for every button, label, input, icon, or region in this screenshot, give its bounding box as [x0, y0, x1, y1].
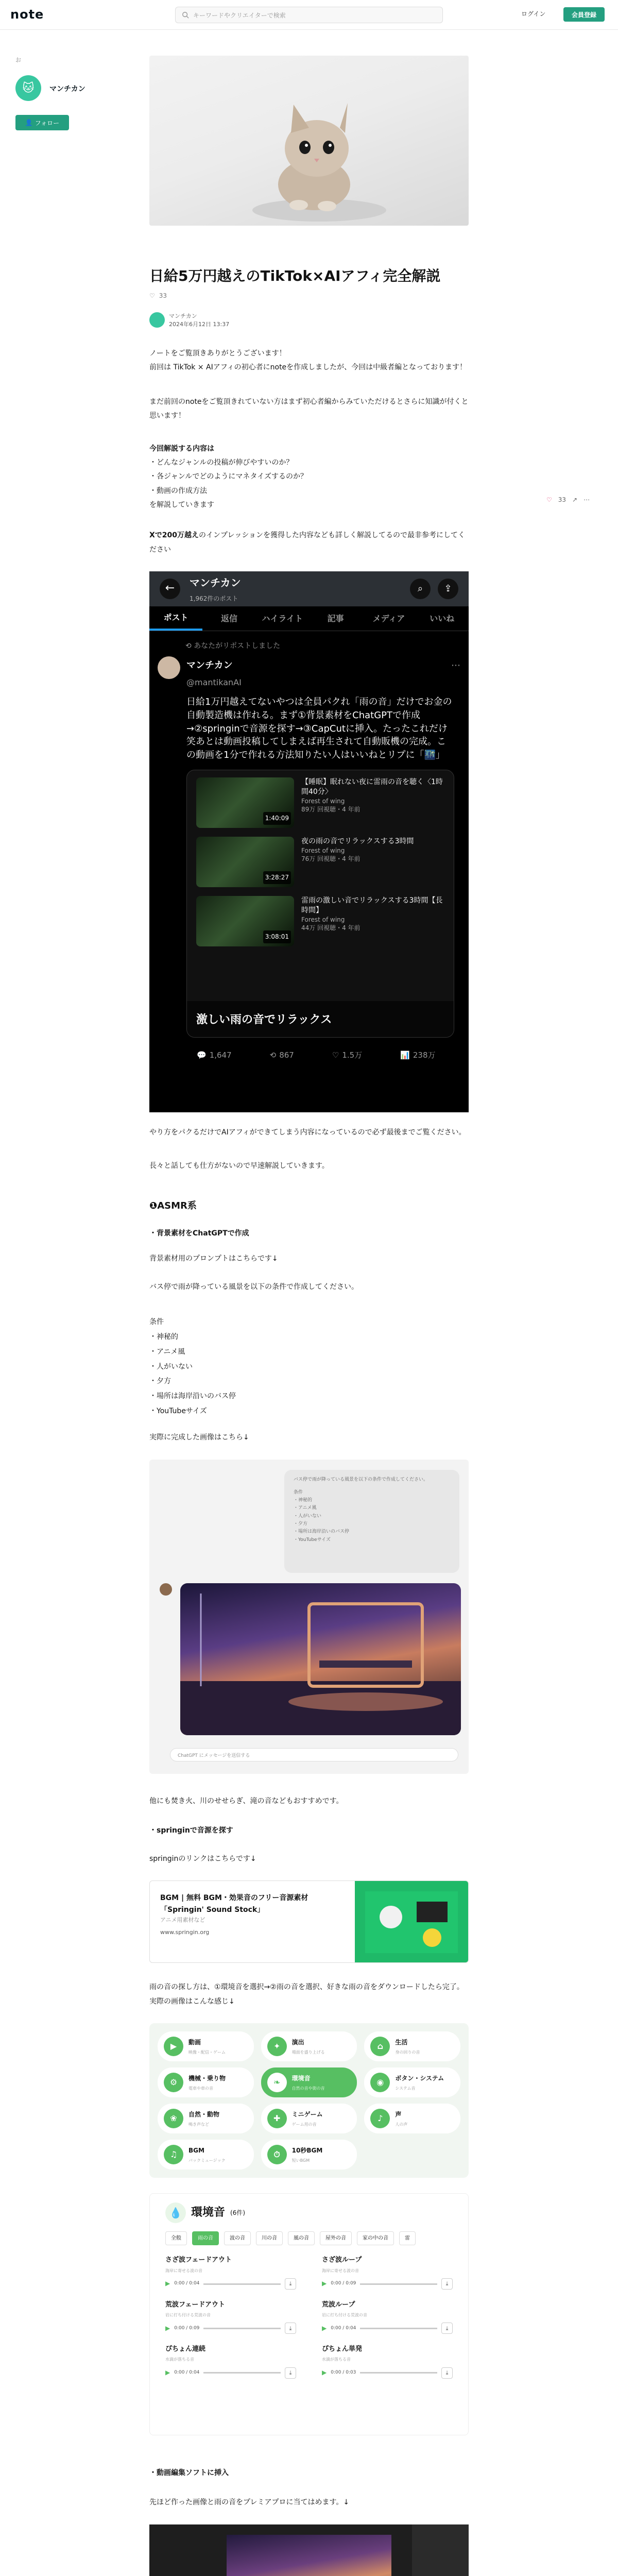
- more-icon[interactable]: ⋯: [451, 660, 460, 671]
- play-icon[interactable]: ▶: [165, 2280, 170, 2287]
- author-name[interactable]: マンチカン: [169, 312, 197, 319]
- ambient-count: (6件): [230, 2209, 246, 2216]
- chatgpt-screenshot: [149, 1460, 469, 1774]
- intro-line-2: 前回は TikTok × AIアフィの初心者にnoteを作成しましたが、今回は中級者編となっております！: [149, 363, 467, 371]
- video-edit-text: 先ほど作った画像と雨の音をプレミアプロに当てはめます。↓: [149, 2498, 350, 2507]
- more-icon[interactable]: ⋯: [583, 496, 590, 503]
- list-item[interactable]: [187, 829, 454, 889]
- post-date: 2024年6月12日 13:37: [169, 320, 230, 328]
- link-card-title: BGM | 無料 BGM・効果音のフリー音源素材「Springin' Sound Stock」: [160, 1894, 308, 1914]
- category-label: 自然・動物: [188, 2110, 220, 2118]
- category-ambient[interactable]: [261, 2067, 357, 2097]
- list-item[interactable]: [187, 889, 454, 948]
- chat-line: ・人がいない: [294, 1513, 322, 1519]
- paw-icon: ❀: [164, 2109, 183, 2128]
- other-sounds-text: 他にも焚き火、川のせせらぎ、滝の音などもおすすめです。: [149, 1797, 344, 1805]
- category-nature[interactable]: [158, 2104, 254, 2133]
- signup-button[interactable]: 会員登録: [563, 7, 605, 22]
- chat-input[interactable]: ChatGPT にメッセージを送信する: [170, 1748, 458, 1761]
- rain-steps: [149, 1980, 469, 2009]
- repost-count: 867: [279, 1050, 294, 1060]
- track-sub: 海岸に寄せる波の音: [165, 2268, 202, 2273]
- upload-icon[interactable]: ⇪: [438, 579, 458, 599]
- view-count: 238万: [413, 1050, 436, 1060]
- category-label: BGM: [188, 2146, 204, 2154]
- track-time: 0:00 / 0:09: [174, 2325, 200, 2331]
- video-card[interactable]: [186, 770, 454, 1038]
- category-10sec-bgm[interactable]: [261, 2140, 357, 2170]
- filter-chip[interactable]: 全般: [165, 2231, 187, 2246]
- music-icon: ♫: [164, 2145, 183, 2164]
- track-name: ぴちょん単発: [322, 2345, 363, 2353]
- track-sub: 岩に打ち付ける荒波の音: [165, 2313, 211, 2318]
- intro-paragraph-2: まだ前回のnoteをご覧頂きれていない方はまず初心者編からみていただけるとさらに知識が付くと思います！: [149, 398, 469, 420]
- category-label: 生活: [395, 2038, 408, 2046]
- repost-notice: [158, 639, 460, 653]
- tab-posts[interactable]: ポスト: [149, 606, 202, 631]
- tweet-screenshot: [149, 571, 469, 1112]
- search-icon: [182, 11, 189, 19]
- reply-count: 1,647: [209, 1050, 232, 1060]
- category-effect[interactable]: [261, 2031, 357, 2061]
- track-name: 荒波ループ: [322, 2300, 355, 2309]
- author-sidebar: [15, 56, 129, 127]
- gear-icon: ⚙: [164, 2073, 183, 2092]
- video-thumbnail: [196, 896, 294, 946]
- tab-articles[interactable]: 記事: [327, 613, 344, 623]
- chat-user-bubble: [284, 1470, 459, 1573]
- video-channel: Forest of wing: [301, 797, 345, 805]
- chart-icon: 📊: [400, 1050, 410, 1060]
- video-duration: 3:08:01: [263, 930, 291, 943]
- actual-image-text: 実際に完成した画像はこちら↓: [149, 1433, 249, 1442]
- kitten-illustration: [149, 56, 469, 226]
- login-link[interactable]: ログイン: [521, 10, 546, 18]
- category-label: ボタン・システム: [395, 2074, 444, 2082]
- category-sub: ゲーム用の音: [291, 2122, 317, 2127]
- list-item: [322, 2343, 453, 2379]
- tweet-handle[interactable]: @mantikanAI: [186, 677, 242, 688]
- bg-prompt-text: バス停で雨が降っている風景を以下の条件で作成してください。: [149, 1283, 358, 1292]
- subsection-video-edit: ・動画編集ソフトに挿入: [149, 2469, 229, 2478]
- heart-icon[interactable]: ♡: [149, 292, 155, 299]
- link-card-desc: アニメ用素材など: [160, 1917, 205, 1924]
- list-item: [165, 2298, 296, 2334]
- springin-link-text: springinのリンクはこちらです↓: [149, 1855, 256, 1863]
- track-time: 0:00 / 0:09: [331, 2281, 356, 2286]
- track-progress[interactable]: [203, 2328, 281, 2329]
- category-label: 環境音: [291, 2074, 311, 2082]
- track-sub: 海岸に寄せる波の音: [322, 2268, 359, 2273]
- track-time: 0:00 / 0:04: [174, 2369, 200, 2375]
- repost-text: あなたがリポストしました: [194, 641, 281, 650]
- article: [149, 56, 469, 2576]
- like-count: 33: [159, 292, 167, 299]
- chat-line: ・場所は海岸沿いのバス停: [294, 1529, 350, 1535]
- download-icon[interactable]: ⤓: [441, 2278, 453, 2290]
- section-heading-asmr: ❶ASMR系: [149, 1200, 197, 1212]
- tweet-actions: [197, 1048, 460, 1063]
- rain-steps-text: 雨の音の探し方は、①環境音を選択→②雨の音を選択、好きな雨の音をダウンロードしたら完了。: [149, 1983, 464, 1992]
- conditions-list: [149, 1315, 469, 1418]
- sparkle-icon: ✦: [267, 2037, 287, 2056]
- download-icon[interactable]: ⤓: [285, 2323, 296, 2334]
- category-label: ミニゲーム: [291, 2110, 323, 2118]
- x-line-bold: Xで200万越え: [149, 531, 199, 540]
- video-views: 44万 回視聴・4 年前: [301, 924, 360, 932]
- explain-item: ・動画の作成方法: [149, 486, 207, 495]
- long-intro-text: 長々と話しても仕方がないので早速解説していきます。: [149, 1162, 329, 1171]
- track-time: 0:00 / 0:04: [331, 2325, 356, 2331]
- repost-button[interactable]: [270, 1048, 294, 1063]
- chat-line: ・夕方: [294, 1521, 308, 1527]
- post-count: 1,962件のポスト: [190, 595, 238, 602]
- like-button[interactable]: [332, 1048, 362, 1063]
- conditions-title: 条件: [149, 1318, 164, 1327]
- category-machine[interactable]: [158, 2067, 254, 2097]
- chat-line: ・YouTubeサイズ: [294, 1537, 331, 1543]
- intro-line-1: ノートをご覧頂きありがとうございます！: [149, 349, 286, 358]
- category-sub: 人の声: [395, 2122, 408, 2127]
- chat-line: ・アニメ風: [294, 1505, 317, 1511]
- list-item[interactable]: [187, 770, 454, 829]
- floating-like-bar: [546, 496, 590, 503]
- rain-image-text: 実際の画像はこんな感じ↓: [149, 1997, 235, 2006]
- category-sub: 場面を盛り上げる: [291, 2049, 325, 2055]
- list-item: [322, 2253, 453, 2290]
- track-time: 0:00 / 0:03: [331, 2369, 356, 2375]
- repost-icon: ⟲: [269, 1050, 277, 1060]
- category-sub: システム音: [395, 2086, 416, 2091]
- explain-end: を解説していきます: [149, 500, 214, 509]
- tab-replies[interactable]: 返信: [220, 613, 237, 623]
- video-views: 76万 回視聴・4 年前: [301, 855, 360, 863]
- generated-bus-stop-image: [180, 1583, 461, 1735]
- back-arrow-icon[interactable]: ←: [160, 579, 180, 599]
- tab-likes[interactable]: いいね: [430, 613, 455, 623]
- play-icon[interactable]: ▶: [322, 2369, 327, 2377]
- like-count: 1.5万: [342, 1050, 363, 1060]
- explain-item: ・各ジャンルでどのようにマネタイズするのか？: [149, 472, 307, 481]
- list-item: [165, 2343, 296, 2379]
- track-progress[interactable]: [203, 2283, 281, 2285]
- springin-category-grid: [149, 2023, 469, 2178]
- home-icon: ⌂: [370, 2037, 390, 2056]
- filter-chip[interactable]: 家の中の音: [357, 2231, 394, 2246]
- category-life[interactable]: [364, 2031, 460, 2061]
- intro-paragraph: [149, 347, 469, 375]
- gamepad-icon: ✚: [267, 2109, 287, 2128]
- chat-line: ・神秘的: [294, 1498, 313, 1503]
- play-icon[interactable]: ▶: [165, 2369, 170, 2377]
- track-name: さざ波ループ: [322, 2256, 362, 2264]
- video-title: 雷雨の激しい音でリラックスする3時間【長時間】: [301, 896, 443, 915]
- chat-line: バス停で雨が降っている風景を以下の条件で作成してください。: [294, 1477, 428, 1482]
- author-name[interactable]: マンチカン: [49, 85, 85, 93]
- category-label: 機械・乗り物: [188, 2074, 226, 2082]
- ambient-title: 環境音: [191, 2206, 226, 2219]
- category-bgm[interactable]: [158, 2140, 254, 2170]
- track-progress[interactable]: [203, 2372, 281, 2374]
- filter-chip[interactable]: 屋外の音: [320, 2231, 352, 2246]
- download-icon[interactable]: ⤓: [285, 2367, 296, 2379]
- explain-title: 今回解説する内容は: [149, 444, 214, 453]
- category-label: 声: [395, 2110, 402, 2118]
- track-name: さざ波フェードアウト: [165, 2256, 232, 2264]
- track-list: [165, 2253, 453, 2379]
- follow-button[interactable]: [15, 115, 69, 130]
- link-card-thumbnail: [355, 1881, 468, 1962]
- track-progress[interactable]: [360, 2328, 437, 2329]
- list-item: [165, 2253, 296, 2290]
- track-name: 荒波フェードアウト: [165, 2300, 225, 2309]
- channel-name: マンチカン: [190, 576, 241, 589]
- springin-link-card[interactable]: [149, 1880, 469, 1963]
- explain-block: [149, 442, 469, 512]
- track-progress[interactable]: [360, 2283, 437, 2285]
- track-sub: 岩に打ち付ける荒波の音: [322, 2313, 367, 2318]
- views-button[interactable]: [400, 1048, 435, 1063]
- filter-chip[interactable]: 波の音: [224, 2231, 251, 2246]
- share-icon[interactable]: ↗: [572, 496, 578, 503]
- video-channel: Forest of wing: [301, 916, 345, 923]
- condition-item: ・神秘的: [149, 1333, 178, 1342]
- repost-icon: ⟲: [185, 641, 194, 650]
- category-sub: 短いBGM: [291, 2158, 310, 2163]
- subsection-springin: ・springinで音源を探す: [149, 1826, 233, 1835]
- heart-icon[interactable]: ♡: [546, 496, 552, 503]
- filter-chip[interactable]: 風の音: [288, 2231, 315, 2246]
- timer-icon: ⏱: [267, 2145, 287, 2164]
- category-sub: 鳴き声など: [188, 2122, 209, 2127]
- editor-panel: [412, 2524, 469, 2576]
- author-row: [149, 312, 469, 328]
- reply-icon: 💬: [197, 1050, 207, 1060]
- play-icon[interactable]: ▶: [322, 2280, 327, 2287]
- condition-item: ・人がいない: [149, 1362, 193, 1371]
- video-title: 夜の雨の音でリラックスする3時間: [301, 837, 414, 846]
- article-body: [149, 347, 469, 2576]
- avatar[interactable]: [149, 312, 165, 328]
- avatar: [160, 1583, 172, 1596]
- heart-icon: ♡: [332, 1050, 339, 1060]
- category-video[interactable]: [158, 2031, 254, 2061]
- search-input[interactable]: [175, 7, 443, 23]
- link-card-url: www.springin.org: [160, 1928, 210, 1936]
- video-duration: 1:40:09: [263, 812, 291, 825]
- sidebar-kicker: お: [15, 57, 21, 63]
- tweet-text: 日給1万円越えてないやつは全員パクれ「雨の音」だけでお金の自動製造機は作れる。まず①背景素材をChatGPTで作成→②springinで音源を探す→③CapCutに挿入。たったこれだけ笑あとは動画投稿してしまえば再生されて自動販機の完成。この動画を1分で作れる方法知りたい人はいいねとリプに「🌃」: [186, 697, 452, 760]
- play-icon[interactable]: ▶: [165, 2324, 170, 2332]
- video-thumbnail: [196, 777, 294, 828]
- video-thumbnail: [196, 837, 294, 887]
- search-icon[interactable]: ⌕: [410, 579, 431, 599]
- person-icon: 👤: [25, 119, 33, 126]
- note-logo[interactable]: note: [10, 7, 44, 22]
- x-line-rest: のインプレッションを獲得した内容なども詳しく解説してるので最非参考にしてください: [149, 531, 466, 554]
- tab-highlights[interactable]: ハイライト: [262, 613, 303, 623]
- category-label: 演出: [291, 2038, 304, 2046]
- hero-image: [149, 56, 469, 226]
- condition-item: ・夕方: [149, 1377, 171, 1386]
- bg-prompt-intro: 背景素材用のプロンプトはこちらです↓: [149, 1254, 278, 1263]
- category-minigame[interactable]: [261, 2104, 357, 2133]
- leaf-icon: ❧: [267, 2073, 287, 2092]
- condition-item: ・場所は海岸沿いのバス停: [149, 1392, 236, 1400]
- tweet-tabs: [149, 606, 469, 631]
- track-time: 0:00 / 0:04: [174, 2281, 200, 2286]
- follow-label: フォロー: [35, 119, 60, 127]
- voice-icon: ♪: [370, 2109, 390, 2128]
- ambient-sound-list: [149, 2193, 469, 2435]
- ambient-header: [165, 2202, 453, 2224]
- category-sub: 電車や車の音: [188, 2086, 213, 2091]
- explain-item: ・どんなジャンルの投稿が伸びやすいのか？: [149, 459, 294, 467]
- download-icon[interactable]: ⤓: [441, 2323, 453, 2334]
- track-name: ぴちょん連続: [165, 2345, 206, 2353]
- button-icon: ◉: [370, 2073, 390, 2092]
- avatar[interactable]: 🐱: [15, 75, 41, 101]
- category-label: 動画: [188, 2038, 201, 2046]
- track-sub: 水滴が落ちる音: [322, 2357, 351, 2362]
- tweet-author-name[interactable]: マンチカン: [186, 660, 233, 671]
- editor-preview: [227, 2535, 391, 2576]
- list-item: [322, 2298, 453, 2334]
- video-channel: Forest of wing: [301, 847, 345, 855]
- reply-button[interactable]: [197, 1048, 232, 1063]
- after-tweet-text: やり方をパクるだけでAIアフィができてしまう内容になっているので必ず最後までご覧ください。: [149, 1128, 466, 1137]
- condition-item: ・YouTubeサイズ: [149, 1406, 207, 1415]
- category-sub: 自然の音や街の音: [291, 2086, 325, 2091]
- article-likes: [149, 292, 469, 299]
- drop-icon: 💧: [165, 2202, 186, 2223]
- video-duration: 3:28:27: [263, 871, 291, 884]
- search-placeholder: キーワードやクリエイターで検索: [193, 11, 286, 19]
- premiere-pro-screenshot: [149, 2524, 469, 2576]
- subsection-bg: ・背景素材をChatGPTで作成: [149, 1229, 249, 1238]
- download-icon[interactable]: ⤓: [285, 2278, 296, 2290]
- video-icon: ▶: [164, 2037, 183, 2056]
- category-sub: バックミュージック: [188, 2158, 226, 2163]
- x-line: [149, 529, 469, 557]
- chat-line: 条件: [294, 1489, 303, 1495]
- category-sub: 映像・配信・ゲーム: [188, 2049, 226, 2055]
- download-icon[interactable]: ⤓: [441, 2367, 453, 2379]
- article-title: 日給5万円越えのTikTok×AIアフィ完全解説: [149, 267, 441, 284]
- condition-item: ・アニメ風: [149, 1347, 185, 1356]
- play-icon[interactable]: ▶: [322, 2324, 327, 2332]
- video-banner: 激しい雨の音でリラックス: [187, 1001, 454, 1037]
- track-progress[interactable]: [360, 2372, 437, 2374]
- category-sub: 身の回りの音: [395, 2049, 420, 2055]
- site-header: [0, 0, 618, 30]
- filter-chip[interactable]: 雨の音: [192, 2231, 219, 2246]
- category-voice[interactable]: [364, 2104, 460, 2133]
- track-sub: 水滴が落ちる音: [165, 2357, 194, 2362]
- floating-like-count: 33: [558, 496, 566, 503]
- filter-chips: [165, 2231, 453, 2246]
- filter-chip[interactable]: 川の音: [256, 2231, 283, 2246]
- category-system[interactable]: [364, 2067, 460, 2097]
- video-title: 【睡眠】眠れない夜に雷雨の音を聴く〈1時間40分〉: [301, 778, 443, 796]
- tab-media[interactable]: メディア: [372, 613, 405, 623]
- filter-chip[interactable]: 雷: [399, 2231, 416, 2246]
- avatar[interactable]: [158, 656, 180, 679]
- video-views: 89万 回視聴・4 年前: [301, 806, 360, 814]
- tweet-topbar: [149, 571, 469, 606]
- category-label: 10秒BGM: [291, 2146, 323, 2154]
